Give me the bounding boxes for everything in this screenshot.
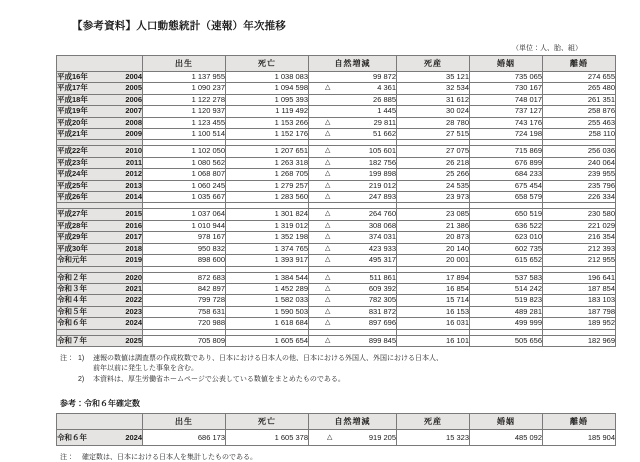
western-year-label: 2020	[125, 272, 142, 282]
era-year-label: 令和５年	[57, 306, 87, 316]
cell-divorces: 274 655	[543, 72, 616, 83]
cell-births: 720 988	[143, 318, 226, 329]
row-year-cell	[57, 157, 143, 168]
era-year-label: 令和４年	[57, 295, 87, 305]
cell-stillbirths: 23 085	[397, 209, 470, 220]
western-year-label: 2019	[125, 255, 142, 265]
table-row	[57, 106, 616, 117]
row-year-cell	[57, 430, 143, 446]
cell-births: 1 102 050	[143, 146, 226, 157]
cell-deaths: 1 590 503	[226, 306, 309, 317]
western-year-label: 2007	[125, 106, 142, 116]
cell-births: 1 080 562	[143, 157, 226, 168]
cell-births: 758 631	[143, 306, 226, 317]
table-row	[57, 146, 616, 157]
western-year-label: 2025	[125, 335, 142, 345]
row-year-cell	[57, 272, 143, 283]
table-row	[57, 157, 616, 168]
negative-marker-icon: △	[327, 434, 333, 442]
table-row	[57, 430, 616, 446]
row-year-cell	[57, 94, 143, 105]
cell-natural-change: △ 831 872	[309, 306, 397, 317]
cell-divorces: 187 854	[543, 283, 616, 294]
era-year-label: 令和元年	[57, 255, 87, 265]
negative-marker-icon: △	[325, 193, 331, 201]
negative-marker-icon: △	[325, 319, 331, 327]
column-header-births: 出生	[143, 56, 226, 72]
era-year-label: 平成26年	[57, 192, 88, 202]
cell-divorces: 221 029	[543, 220, 616, 231]
cell-births: 842 897	[143, 283, 226, 294]
ref-column-header-natural-change: 自然増減	[309, 414, 397, 430]
table-row	[57, 243, 616, 254]
footnote-2-number: 2)	[78, 376, 85, 384]
cell-stillbirths: 16 153	[397, 306, 470, 317]
cell-stillbirths: 26 218	[397, 157, 470, 168]
era-year-label: 平成30年	[57, 243, 88, 253]
row-year-cell	[57, 243, 143, 254]
cell-stillbirths: 15 323	[397, 430, 470, 446]
cell-births: 1 137 955	[143, 72, 226, 83]
negative-marker-icon: △	[325, 181, 331, 189]
cell-deaths: 1 038 083	[226, 72, 309, 83]
cell-births: 1 090 237	[143, 83, 226, 94]
row-year-cell	[57, 306, 143, 317]
table-row	[57, 192, 616, 203]
era-year-label: 平成27年	[57, 209, 88, 219]
western-year-label: 2011	[125, 157, 142, 167]
reference-footnote-text: 確定数は、日本における日本人を集計したものである。	[82, 454, 257, 462]
footnote-1-number: 1)	[78, 354, 85, 362]
footnotes-label: 注：	[60, 354, 74, 362]
cell-deaths: 1 301 824	[226, 209, 309, 220]
row-year-cell	[57, 295, 143, 306]
footnote-1-line1: 速報の数値は調査票の作成枚数であり、日本における日本人の他、日本における外国人、外国における日本人、	[93, 354, 443, 362]
cell-deaths: 1 207 651	[226, 146, 309, 157]
page-title: 【参考資料】人口動態統計（速報）年次推移	[72, 20, 286, 32]
era-year-label: 平成21年	[57, 129, 88, 139]
negative-marker-icon: △	[325, 221, 331, 229]
cell-stillbirths: 21 386	[397, 220, 470, 231]
cell-deaths: 1 393 917	[226, 255, 309, 266]
western-year-label: 2024	[125, 433, 142, 443]
era-year-label: 平成18年	[57, 94, 88, 104]
negative-marker-icon: △	[325, 284, 331, 292]
western-year-label: 2024	[125, 318, 142, 328]
cell-stillbirths: 16 854	[397, 283, 470, 294]
cell-divorces: 239 955	[543, 169, 616, 180]
cell-marriages: 537 583	[470, 272, 543, 283]
reference-footnote	[56, 452, 584, 462]
era-year-label: 平成16年	[57, 72, 88, 81]
cell-deaths: 1 283 560	[226, 192, 309, 203]
cell-births: 978 167	[143, 232, 226, 243]
row-year-cell	[57, 169, 143, 180]
cell-divorces: 235 796	[543, 180, 616, 191]
cell-natural-change: △ 51 662	[309, 129, 397, 140]
negative-marker-icon: △	[325, 158, 331, 166]
cell-stillbirths: 27 515	[397, 129, 470, 140]
cell-natural-change: 26 885	[309, 94, 397, 105]
cell-marriages: 650 519	[470, 209, 543, 220]
cell-divorces: 212 955	[543, 255, 616, 266]
cell-births: 1 122 278	[143, 94, 226, 105]
cell-stillbirths: 27 075	[397, 146, 470, 157]
cell-divorces: 226 334	[543, 192, 616, 203]
row-year-cell	[57, 192, 143, 203]
table-row	[57, 94, 616, 105]
negative-marker-icon: △	[325, 118, 331, 126]
cell-divorces: 256 036	[543, 146, 616, 157]
cell-births: 1 120 937	[143, 106, 226, 117]
cell-divorces: 187 798	[543, 306, 616, 317]
western-year-label: 2009	[125, 129, 142, 139]
era-year-label: 平成28年	[57, 220, 88, 230]
negative-marker-icon: △	[325, 130, 331, 138]
table-header	[57, 56, 616, 72]
cell-natural-change: △ 308 068	[309, 220, 397, 231]
cell-divorces: 258 876	[543, 106, 616, 117]
population-statistics-table	[56, 55, 616, 347]
cell-stillbirths: 20 873	[397, 232, 470, 243]
ref-column-header-divorces: 離婚	[543, 414, 616, 430]
table-row	[57, 169, 616, 180]
cell-stillbirths: 25 266	[397, 169, 470, 180]
cell-deaths: 1 605 654	[226, 335, 309, 346]
cell-marriages: 715 869	[470, 146, 543, 157]
cell-natural-change: △ 264 760	[309, 209, 397, 220]
footnote-1-line2: 前年以前に発生した事象を含む。	[93, 365, 198, 373]
negative-marker-icon: △	[325, 273, 331, 281]
table-row	[57, 209, 616, 220]
cell-deaths: 1 605 378	[226, 430, 309, 446]
era-year-label: 平成29年	[57, 232, 88, 242]
era-year-label: 令和６年	[57, 318, 87, 328]
era-year-label: 令和７年	[57, 335, 87, 345]
cell-births: 705 809	[143, 335, 226, 346]
cell-divorces: 183 103	[543, 295, 616, 306]
unit-note: （単位：人、胎、組）	[512, 45, 582, 52]
column-header-divorces: 離婚	[543, 56, 616, 72]
cell-stillbirths: 23 973	[397, 192, 470, 203]
western-year-label: 2008	[125, 117, 142, 127]
negative-marker-icon: △	[325, 244, 331, 252]
era-year-label: 平成25年	[57, 180, 88, 190]
ref-column-header-marriages: 婚姻	[470, 414, 543, 430]
footnote-2	[56, 375, 584, 385]
negative-marker-icon: △	[325, 170, 331, 178]
reference-confirmed-table	[56, 413, 616, 446]
cell-births: 898 600	[143, 255, 226, 266]
table-row	[57, 72, 616, 83]
era-year-label: 平成23年	[57, 157, 88, 167]
cell-natural-change: △ 919 205	[309, 430, 397, 446]
cell-natural-change: 1 445	[309, 106, 397, 117]
era-year-label: 令和２年	[57, 272, 87, 282]
cell-births: 1 035 667	[143, 192, 226, 203]
era-year-label: 平成20年	[57, 117, 88, 127]
cell-natural-change: 99 872	[309, 72, 397, 83]
reference-table-body	[57, 430, 616, 446]
western-year-label: 2012	[125, 169, 142, 179]
western-year-label: 2022	[125, 295, 142, 305]
era-year-label: 平成22年	[57, 146, 88, 156]
cell-divorces: 185 904	[543, 430, 616, 446]
cell-stillbirths: 15 714	[397, 295, 470, 306]
negative-marker-icon: △	[325, 84, 331, 92]
cell-marriages: 743 176	[470, 117, 543, 128]
cell-deaths: 1 582 033	[226, 295, 309, 306]
cell-deaths: 1 384 544	[226, 272, 309, 283]
table-row	[57, 180, 616, 191]
cell-stillbirths: 30 024	[397, 106, 470, 117]
cell-marriages: 519 823	[470, 295, 543, 306]
cell-divorces: 182 969	[543, 335, 616, 346]
footnote-1	[56, 354, 584, 374]
cell-births: 950 832	[143, 243, 226, 254]
table-row	[57, 117, 616, 128]
table-row	[57, 220, 616, 231]
cell-natural-change: △ 511 861	[309, 272, 397, 283]
table-row	[57, 83, 616, 94]
row-year-cell	[57, 106, 143, 117]
cell-natural-change: △ 247 893	[309, 192, 397, 203]
cell-marriages: 602 735	[470, 243, 543, 254]
ref-column-header-deaths: 死亡	[226, 414, 309, 430]
cell-marriages: 489 281	[470, 306, 543, 317]
row-year-cell	[57, 318, 143, 329]
reference-section-title: 参考：令和６年確定数	[60, 399, 140, 409]
cell-divorces: 189 952	[543, 318, 616, 329]
table-row	[57, 232, 616, 243]
cell-births: 1 123 455	[143, 117, 226, 128]
cell-stillbirths: 16 101	[397, 335, 470, 346]
cell-marriages: 658 579	[470, 192, 543, 203]
table-row	[57, 295, 616, 306]
column-header-deaths: 死亡	[226, 56, 309, 72]
footnote-2-text: 本資料は、厚生労働省ホームページで公表している数値をまとめたものである。	[93, 376, 345, 384]
cell-stillbirths: 32 534	[397, 83, 470, 94]
cell-deaths: 1 268 705	[226, 169, 309, 180]
cell-marriages: 724 198	[470, 129, 543, 140]
cell-natural-change: △ 495 317	[309, 255, 397, 266]
cell-marriages: 615 652	[470, 255, 543, 266]
cell-natural-change: △ 182 756	[309, 157, 397, 168]
western-year-label: 2015	[125, 209, 142, 219]
cell-births: 1 068 807	[143, 169, 226, 180]
cell-natural-change: △ 219 012	[309, 180, 397, 191]
cell-stillbirths: 28 780	[397, 117, 470, 128]
table-row	[57, 335, 616, 346]
cell-marriages: 485 092	[470, 430, 543, 446]
column-header-natural-change: 自然増減	[309, 56, 397, 72]
western-year-label: 2016	[125, 220, 142, 230]
row-year-cell	[57, 146, 143, 157]
cell-marriages: 636 522	[470, 220, 543, 231]
row-year-cell	[57, 335, 143, 346]
cell-deaths: 1 094 598	[226, 83, 309, 94]
cell-divorces: 240 064	[543, 157, 616, 168]
era-year-label: 平成19年	[57, 106, 88, 116]
cell-marriages: 499 999	[470, 318, 543, 329]
row-year-cell	[57, 180, 143, 191]
cell-deaths: 1 352 198	[226, 232, 309, 243]
cell-natural-change: △ 899 845	[309, 335, 397, 346]
row-year-cell	[57, 232, 143, 243]
cell-stillbirths: 35 121	[397, 72, 470, 83]
reference-header-row	[57, 414, 616, 430]
ref-column-header-stillbirths: 死産	[397, 414, 470, 430]
cell-natural-change: △ 897 696	[309, 318, 397, 329]
cell-deaths: 1 263 318	[226, 157, 309, 168]
cell-deaths: 1 374 765	[226, 243, 309, 254]
western-year-label: 2010	[125, 146, 142, 156]
footnote-1-text	[93, 354, 584, 374]
table-row	[57, 129, 616, 140]
cell-divorces: 265 480	[543, 83, 616, 94]
table-row	[57, 272, 616, 283]
cell-divorces: 212 393	[543, 243, 616, 254]
cell-marriages: 505 656	[470, 335, 543, 346]
cell-deaths: 1 279 257	[226, 180, 309, 191]
cell-deaths: 1 153 266	[226, 117, 309, 128]
cell-marriages: 737 127	[470, 106, 543, 117]
cell-deaths: 1 452 289	[226, 283, 309, 294]
cell-births: 1 010 944	[143, 220, 226, 231]
western-year-label: 2006	[125, 94, 142, 104]
cell-natural-change: △ 199 898	[309, 169, 397, 180]
cell-divorces: 258 110	[543, 129, 616, 140]
row-year-cell	[57, 72, 143, 83]
western-year-label: 2014	[125, 192, 142, 202]
cell-marriages: 735 065	[470, 72, 543, 83]
column-header-marriages: 婚姻	[470, 56, 543, 72]
cell-marriages: 730 167	[470, 83, 543, 94]
negative-marker-icon: △	[325, 233, 331, 241]
cell-births: 872 683	[143, 272, 226, 283]
cell-divorces: 255 463	[543, 117, 616, 128]
row-year-cell	[57, 283, 143, 294]
negative-marker-icon: △	[325, 307, 331, 315]
cell-deaths: 1 618 684	[226, 318, 309, 329]
cell-marriages: 748 017	[470, 94, 543, 105]
cell-stillbirths: 24 535	[397, 180, 470, 191]
cell-natural-change: △ 782 305	[309, 295, 397, 306]
table-row	[57, 306, 616, 317]
cell-deaths: 1 119 492	[226, 106, 309, 117]
cell-natural-change: △ 609 392	[309, 283, 397, 294]
cell-births: 799 728	[143, 295, 226, 306]
cell-deaths: 1 319 012	[226, 220, 309, 231]
cell-deaths: 1 152 176	[226, 129, 309, 140]
negative-marker-icon: △	[325, 256, 331, 264]
era-year-label: 令和３年	[57, 283, 87, 293]
negative-marker-icon: △	[325, 296, 331, 304]
cell-stillbirths: 31 612	[397, 94, 470, 105]
cell-births: 1 100 514	[143, 129, 226, 140]
reference-footnote-label: 注：	[60, 454, 74, 462]
western-year-label: 2004	[125, 72, 142, 81]
cell-marriages: 514 242	[470, 283, 543, 294]
cell-divorces: 230 580	[543, 209, 616, 220]
table-body	[57, 72, 616, 347]
cell-stillbirths: 20 001	[397, 255, 470, 266]
western-year-label: 2013	[125, 180, 142, 190]
negative-marker-icon: △	[325, 147, 331, 155]
row-year-cell	[57, 117, 143, 128]
cell-stillbirths: 20 140	[397, 243, 470, 254]
footnotes	[56, 354, 584, 385]
cell-stillbirths: 17 894	[397, 272, 470, 283]
column-header-blank	[57, 56, 143, 72]
western-year-label: 2018	[125, 243, 142, 253]
cell-stillbirths: 16 031	[397, 318, 470, 329]
cell-natural-change: △ 374 031	[309, 232, 397, 243]
western-year-label: 2023	[125, 306, 142, 316]
era-year-label: 平成24年	[57, 169, 88, 179]
row-year-cell	[57, 129, 143, 140]
cell-natural-change: △ 423 933	[309, 243, 397, 254]
western-year-label: 2005	[125, 83, 142, 93]
era-year-label: 平成17年	[57, 83, 88, 93]
reference-table-header	[57, 414, 616, 430]
western-year-label: 2021	[125, 283, 142, 293]
row-year-cell	[57, 220, 143, 231]
negative-marker-icon: △	[325, 210, 331, 218]
ref-column-header-blank	[57, 414, 143, 430]
row-year-cell	[57, 83, 143, 94]
cell-divorces: 216 354	[543, 232, 616, 243]
western-year-label: 2017	[125, 232, 142, 242]
cell-births: 1 037 064	[143, 209, 226, 220]
column-header-stillbirths: 死産	[397, 56, 470, 72]
cell-natural-change: △ 29 811	[309, 117, 397, 128]
cell-marriages: 675 454	[470, 180, 543, 191]
cell-marriages: 676 899	[470, 157, 543, 168]
header-row	[57, 56, 616, 72]
cell-deaths: 1 095 393	[226, 94, 309, 105]
cell-marriages: 623 010	[470, 232, 543, 243]
table-row	[57, 318, 616, 329]
cell-divorces: 261 351	[543, 94, 616, 105]
cell-births: 1 060 245	[143, 180, 226, 191]
ref-column-header-births: 出生	[143, 414, 226, 430]
cell-natural-change: △ 4 361	[309, 83, 397, 94]
table-row	[57, 283, 616, 294]
negative-marker-icon: △	[325, 336, 331, 344]
cell-marriages: 684 233	[470, 169, 543, 180]
row-year-cell	[57, 209, 143, 220]
table-row	[57, 255, 616, 266]
era-year-label: 令和６年	[57, 433, 87, 443]
cell-births: 686 173	[143, 430, 226, 446]
cell-divorces: 196 641	[543, 272, 616, 283]
row-year-cell	[57, 255, 143, 266]
cell-natural-change: △ 105 601	[309, 146, 397, 157]
